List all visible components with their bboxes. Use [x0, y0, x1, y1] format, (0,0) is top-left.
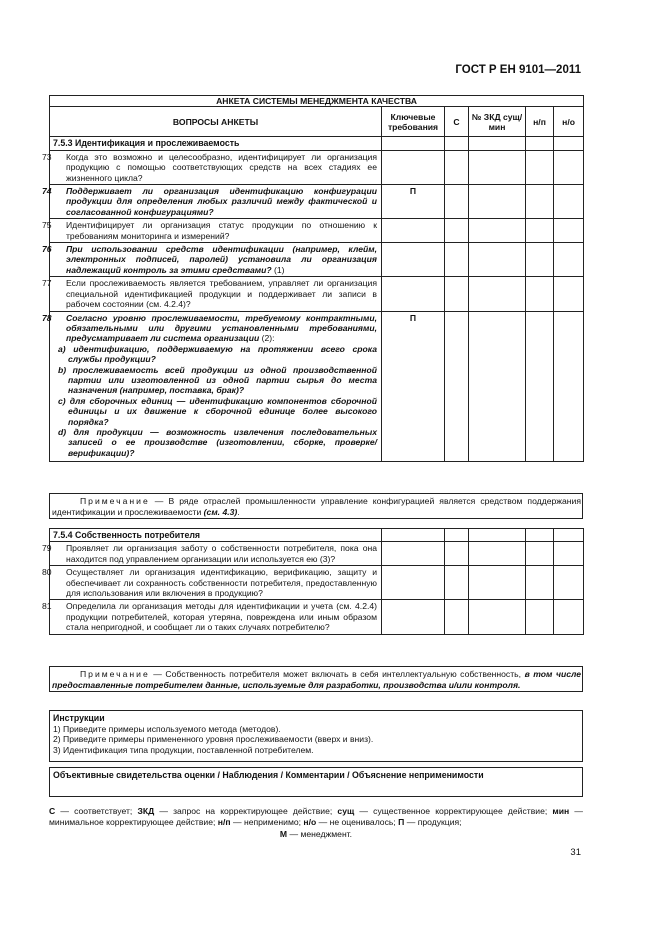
legend-term: ЗКД	[137, 806, 155, 816]
legend-def: — существенное корректирующее действие;	[354, 806, 553, 816]
col-c: С	[445, 107, 469, 137]
standard-code: ГОСТ Р ЕН 9101—2011	[455, 64, 581, 76]
legend-term: М	[279, 828, 288, 839]
note-label: Примечание	[80, 496, 150, 506]
customer-property-table	[42, 528, 584, 635]
legend-def: — неприменимо;	[230, 817, 304, 828]
instruction-item: 2) Приведите примеры примененного уровня прослеживаемости (вверх и вниз).	[53, 734, 374, 745]
sub-item-d: d) для продукции — возможность извлечения последовательных записей о ее производстве (изготовлении, сборке, проверке/верификации)?	[58, 426, 377, 458]
question-text: При использовании средств идентификации (например, клейм, электронных подписей, паролей) установила ли организация надлежащий контроль за этими средствами?	[66, 244, 377, 275]
note-ref: (см. 4.3)	[203, 506, 238, 517]
section-heading: 7.5.4 Собственность потребителя	[50, 529, 382, 542]
question-text: Когда это возможно и целесообразно, идентифицирует ли организация продукцию с помощью соответствующих средств на всех стадиях ее жизненного цикла?	[66, 151, 377, 183]
question-text: Проявляет ли организация заботу о собственности потребителя, пока она находится под управлением организации или используется ею (3)?	[66, 543, 377, 564]
table-row	[50, 311, 584, 462]
legend-def: — минимальное корректирующее действие;	[49, 806, 584, 828]
question-text: Осуществляет ли организация идентификацию, верификацию, защиту и обеспечивает ли сохранность собственности потребителя, предоставленную для использования или включения в продукцию?	[66, 567, 377, 599]
sub-item-b: b) прослеживаемость всей продукции из одной производственной партии или изготовленной из одной партии сырья до места назначения (например, поставка, брак)?	[58, 364, 377, 396]
legend-term: П	[398, 817, 405, 828]
section-heading: 7.5.3 Идентификация и прослеживаемость	[50, 137, 382, 150]
table-row	[50, 185, 584, 219]
question-text: Если прослеживаемость является требованием, управляет ли организация специальной идентификацией продукции и поддерживает ли записи в рабочем состоянии (см. 4.2.4)?	[66, 278, 377, 310]
note-text: — В ряде отраслей промышленности управление конфигурацией является средством поддержания идентификации и прослеживаемости	[52, 496, 581, 517]
sub-item-a: a) идентификацию, поддерживаемую на протяжении всего срока службы продукции?	[58, 343, 377, 365]
legend-term: н/о	[303, 817, 317, 828]
note-label: Примечание	[80, 669, 150, 679]
col-zkd: № ЗКД сущ/мин	[469, 107, 526, 137]
page-number: 31	[570, 847, 581, 858]
table-row	[50, 150, 584, 184]
table-title: АНКЕТА СИСТЕМЫ МЕНЕДЖМЕНТА КАЧЕСТВА	[50, 96, 584, 107]
legend-def: — запрос на корректирующее действие;	[154, 806, 338, 816]
question-number: 76	[42, 244, 52, 255]
table-row	[50, 542, 584, 566]
evidence-box	[49, 767, 583, 797]
question-number: 80	[42, 567, 52, 578]
question-number: 77	[42, 278, 52, 289]
legend-def: — не оценивалось;	[316, 817, 399, 828]
key-requirement-mark: П	[382, 311, 445, 462]
question-number: 74	[42, 186, 52, 197]
table-row	[50, 243, 584, 277]
legend-def: — менеджмент.	[287, 828, 353, 839]
table-row	[50, 566, 584, 600]
instruction-item: 1) Приведите примеры используемого метода (методов).	[53, 723, 281, 734]
question-number: 79	[42, 543, 52, 554]
key-requirement-mark: П	[382, 185, 445, 219]
evidence-title: Объективные свидетельства оценки / Наблюдения / Комментарии / Объяснение неприменимости	[53, 770, 484, 780]
col-key-requirements: Ключевые требования	[382, 107, 445, 137]
instruction-item: 3) Идентификация типа продукции, поставленной потребителем.	[53, 744, 314, 755]
note-configuration	[49, 493, 583, 519]
legend-def: — продукция;	[404, 817, 462, 828]
col-np: н/п	[526, 107, 554, 137]
note-end: .	[237, 506, 240, 517]
question-text: Определила ли организация методы для идентификации и учета (см. 4.2.4) продукции потребителей, которая утеряна, повреждена или иным образом стала непригодной, и сообщает ли о таких случаях потребителю?	[66, 601, 377, 633]
table-row	[50, 277, 584, 311]
col-questions: ВОПРОСЫ АНКЕТЫ	[50, 107, 382, 137]
question-text: Поддерживает ли организация идентификацию конфигурации продукции для определения любых различий между фактической и согласованной конфигурациями?	[66, 186, 377, 217]
sub-item-c: c) для сборочных единиц — идентификацию компонентов сборочной единицы и их движение к сборочной единице более высокого порядка?	[58, 395, 377, 427]
question-ref: (2):	[259, 333, 275, 344]
question-text: Идентифицирует ли организация статус продукции по отношению к требованиям мониторинга и измерений?	[66, 220, 377, 241]
col-no: н/о	[554, 107, 584, 137]
question-number: 75	[42, 220, 52, 231]
abbreviation-legend	[49, 806, 583, 840]
note-emphasis: в том числе предоставленные потребителем данные, используемые для разработки, производства и/или контроля.	[52, 669, 582, 690]
note-text: — Собственность потребителя может включать в себя интеллектуальную собственность,	[149, 669, 525, 679]
table-row	[50, 219, 584, 243]
legend-term: С	[49, 806, 56, 816]
questionnaire-table	[42, 95, 584, 462]
note-customer-property	[49, 666, 583, 692]
question-number: 78	[42, 312, 52, 323]
instructions-title: Инструкции	[53, 713, 105, 723]
legend-term: н/п	[217, 817, 231, 828]
instructions-box	[49, 710, 583, 762]
question-number: 73	[42, 151, 52, 162]
legend-def: — соответствует;	[55, 806, 138, 816]
question-ref: (1)	[271, 264, 285, 275]
legend-term: сущ	[337, 806, 355, 816]
question-text: Согласно уровню прослеживаемости, требуемому контрактными, обязательными или другими установленными требованиями, предусматривает ли система организации	[66, 312, 377, 344]
table-row	[50, 600, 584, 634]
legend-term: мин	[552, 806, 570, 816]
question-number: 81	[42, 601, 52, 612]
